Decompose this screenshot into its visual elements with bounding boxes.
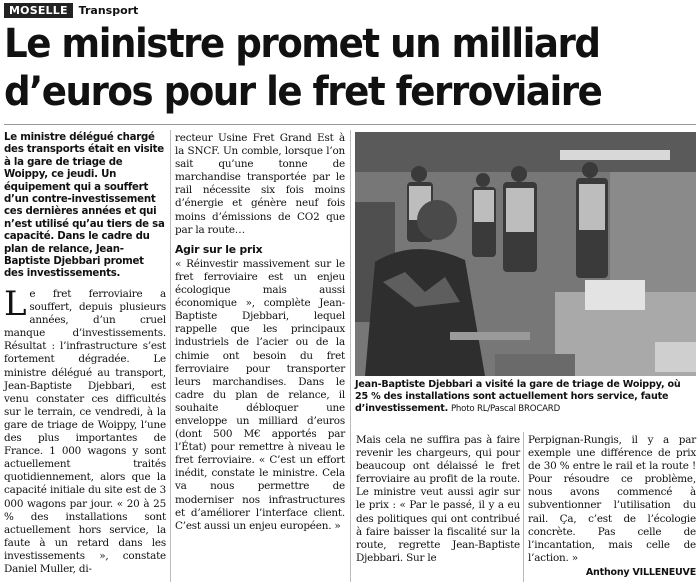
headline-rule (4, 124, 696, 125)
body-column-2 (175, 132, 345, 533)
body-column-4-text: Perpignan-Rungis, il y a par exemple une différence de prix de 30 % entre le rail et la route ! Pour résoudre ce problème, nous avons commencé à subventionner l’utilisation du rail. Ça, c’est de l’écologie concrète. Pas celle de l’incantation, mais celle de l’action. » (528, 434, 696, 564)
headline-line-2: d’euros pour le fret ferroviaire (4, 69, 602, 115)
photo-caption (355, 379, 696, 415)
kicker (4, 3, 138, 18)
body-column-4 (528, 434, 696, 579)
drop-cap: L (4, 284, 27, 324)
subhead: Agir sur le prix (175, 242, 263, 256)
column-divider (170, 130, 171, 582)
caption-text: Jean-Baptiste Djebbari a visité la gare de triage de Woippy, où 25 % des installations sont actuellement hors service, faute d’investissement. (355, 379, 681, 414)
body-column-1 (4, 284, 166, 576)
photo-illustration (355, 132, 696, 376)
news-photo (355, 132, 696, 376)
byline: Anthony VILLENEUVE (585, 566, 696, 578)
column-divider (350, 130, 351, 582)
body-column-2-top: recteur Usine Fret Grand Est à la SNCF. Un comble, lorsque l’on sait qu’une tonne de marchandise transportée par le rail nécessite six fois moins d’énergie et génère neuf fois moins d’émissions de CO2 que par la route… (175, 132, 345, 236)
body-column-3: Mais cela ne suffira pas à faire revenir les chargeurs, qui pour beaucoup ont délaissé le fret ferroviaire au profit de la route. Le ministre veut aussi agir sur le prix : « Par le passé, il y a eu des politiques qui ont contribué à faire baisser la fiscalité sur la route, regrette Jean-Baptiste Djebbari. Sur le (356, 434, 520, 564)
body-column-2-bottom: « Réinvestir massivement sur le fret ferroviaire est un enjeu écologique mais aussi économique », complète Jean-Baptiste Djebbari, lequel rappelle que les principaux industriels de l’acier ou de la chimie ont besoin du fret ferroviaire pour transporter leurs marchandises. Dans le cadre du plan de relance, il souhaite débloquer une enveloppe un milliard d’euros (dont 500 M€ apportés par l’État) pour remettre à niveau le fret ferroviaire. « C’est un effort inédit, constate le ministre. Cela va nous permettre de moderniser nos infrastructures et d’améliorer l’interface client. C’est aussi un enjeu européen. » (175, 257, 345, 532)
body-column-1-text: e fret ferroviaire a souffert, depuis plusieurs années, d’un cruel manque d’investissements. Résultat : l’infrastructure s’est fortement dégradée. Le ministre délégué au transport, Jean-Baptiste Djebbari, est venu constater ces difficultés sur le terrain, ce vendredi, à la gare de triage de Woippy, l’une des plus importantes de France. 1 000 wagons y sont actuellement traités quotidiennement, alors que la capacité initiale du site est de 3 000 wagons par jour. « 20 à 25 % des installations sont actuellement hors service, la faute à un retard dans les investissements », constate Daniel Muller, di- (4, 288, 166, 575)
headline (4, 20, 649, 116)
column-divider (523, 432, 524, 582)
headline-line-1: Le ministre promet un milliard (4, 21, 600, 67)
rubric-label: MOSELLE (4, 3, 73, 18)
photo-credit: Photo RL/Pascal BROCARD (450, 404, 560, 414)
lead-paragraph: Le ministre délégué chargé des transports était en visite à la gare de triage de Woippy, ce jeudi. Un équipement qui a souffert d’un contre-investissement ces dernières années et qui n’est utilisé qu’au tiers de sa capacité. Dans le cadre du plan de relance, Jean-Baptiste Djebbari promet des investissements. (4, 132, 165, 280)
section-label: Transport (78, 4, 139, 17)
